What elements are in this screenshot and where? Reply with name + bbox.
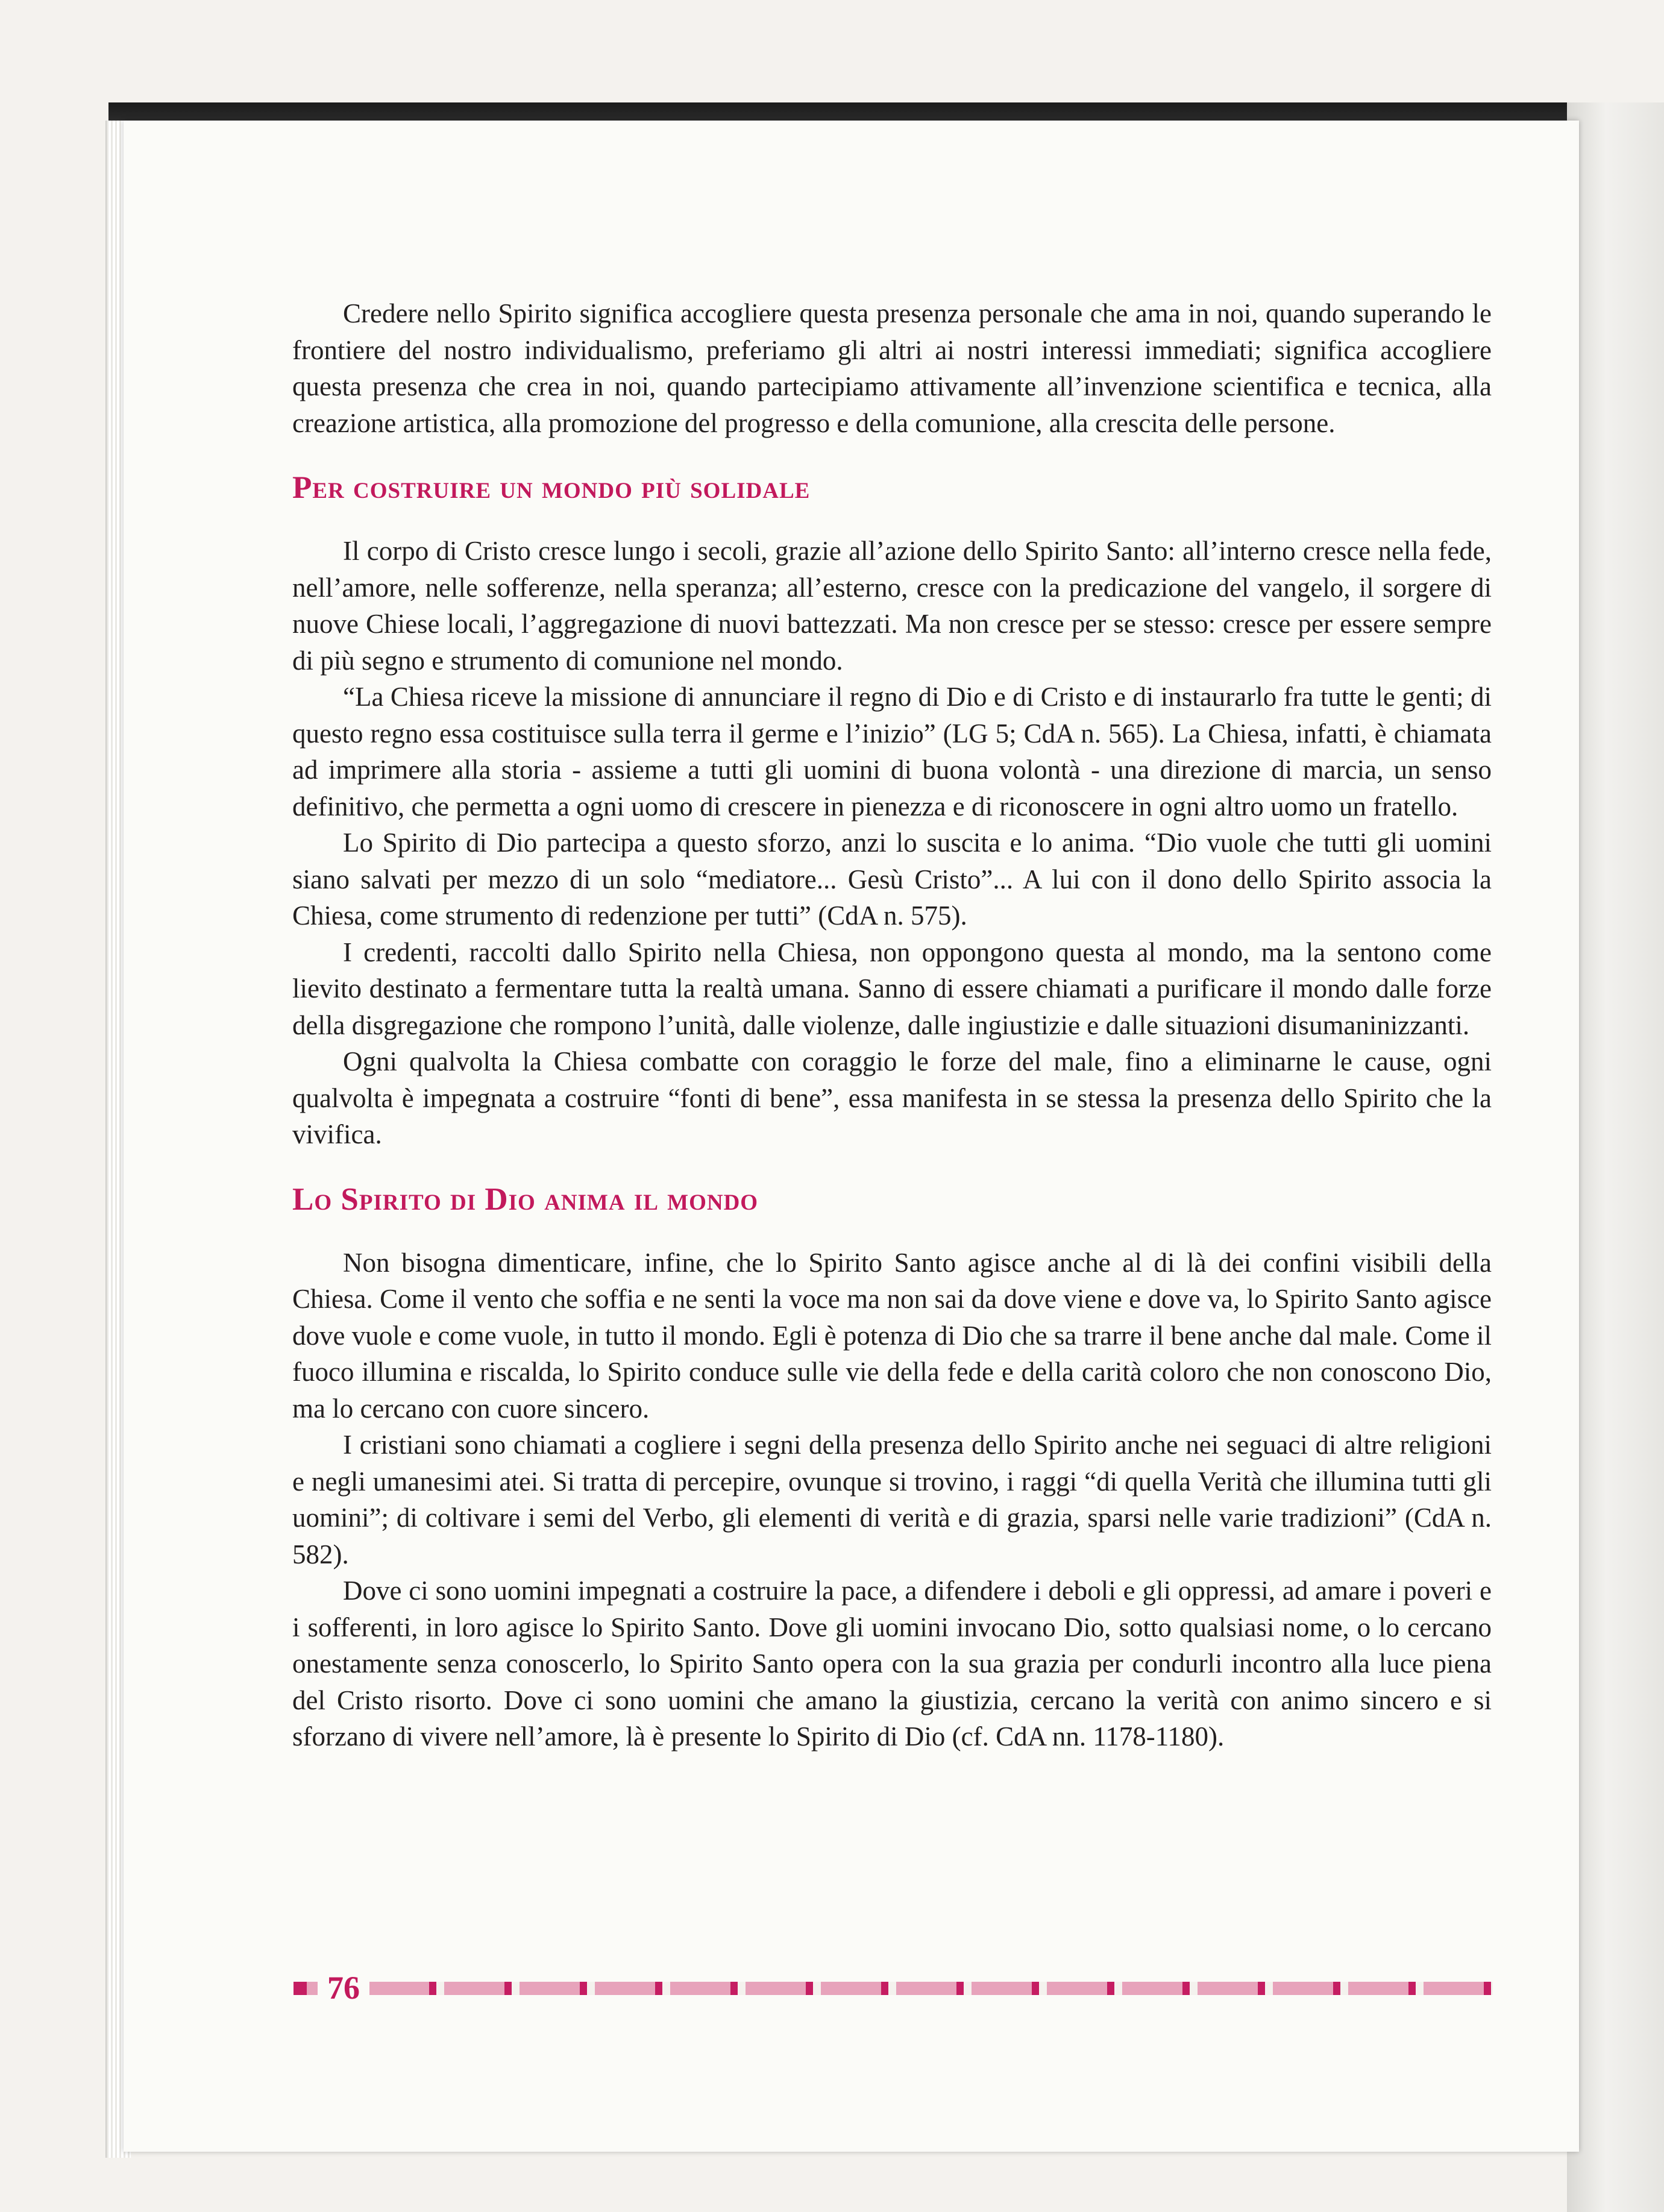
paragraph: Dove ci sono uomini impegnati a costruire la pace, a difendere i deboli e gli oppressi, ad amare i poveri e i sofferenti, in loro agisce lo Spirito Santo. Dove gli uomini invocano Dio, sotto qualsiasi nome, o lo cercano onestamente senza conoscerlo, lo Spirito Santo opera con la sua grazia per condurli incontro alla luce piena del Cristo risorto. Dove ci sono uomini che amano la giustizia, cercano la verità con animo sincero e si sforzano di vivere nell’amore, là è presente lo Spirito di Dio (cf. CdA nn. 1178-1180). <box>292 1576 1492 1752</box>
paragraph: I credenti, raccolti dallo Spirito nella Chiesa, non oppongono questa al mondo, ma la sentono come lievito destinato a fermentare tutta la realtà umana. Sanno di essere chiamati a purificare il mondo dalle forze della disgregazione che rompono l’unità, dalle violenze, dalle ingiustizie e dalle situazioni disumaninizzanti. <box>292 937 1492 1040</box>
footer-decorative-bar <box>294 1982 1493 1995</box>
page-footer <box>294 1971 1493 2007</box>
paragraph: Il corpo di Cristo cresce lungo i secoli, grazie all’azione dello Spirito Santo: all’interno cresce nella fede, nell’amore, nelle sofferenze, nella speranza; all’esterno, cresce con la predicazione del vangelo, il sorgere di nuove Chiese locali, l’aggregazione di nuovi battezzati. Ma non cresce per se stesso: cresce per essere sempre di più segno e strumento di comunione nel mondo. <box>292 536 1492 676</box>
paragraph: Ogni qualvolta la Chiesa combatte con coraggio le forze del male, fino a eliminarne le cause, ogni qualvolta è impegnata a costruire “fonti di bene”, essa manifesta in se stessa la presenza dello Spirito che la vivifica. <box>292 1046 1492 1149</box>
section-solidale <box>292 467 1492 1153</box>
section-spirito-anima <box>292 1178 1492 1755</box>
paragraph: I cristiani sono chiamati a cogliere i segni della presenza dello Spirito anche nei seguaci di altre religioni e negli umanesimi atei. Si tratta di percepire, ovunque si trovino, i raggi “di quella Verità che illumina tutti gli uomini”; di coltivare i semi del Verbo, gli elementi di verità e di grazia, sparsi nelle varie tradizioni” (CdA n. 582). <box>292 1430 1492 1569</box>
paragraph: Credere nello Spirito significa accogliere questa presenza personale che ama in noi, quando superando le frontiere del nostro individualismo, preferiamo gli altri ai nostri interessi immediati; significa accogliere questa presenza che crea in noi, quando partecipiamo attivamente all’invenzione scientifica e tecnica, alla creazione artistica, alla promozione del progresso e della comunione, alla crescita delle persone. <box>292 298 1492 438</box>
paragraph: Non bisogna dimenticare, infine, che lo Spirito Santo agisce anche al di là dei confini visibili della Chiesa. Come il vento che soffia e ne senti la voce ma non sai da dove viene e dove va, lo Spirito Santo agisce dove vuole e come vuole, in tutto il mondo. Egli è potenza di Dio che sa trarre il bene anche dal male. Come il fuoco illumina e riscalda, lo Spirito conduce sulle vie della fede e della carità coloro che non conoscono Dio, ma lo cercano con cuore sincero. <box>292 1247 1492 1424</box>
page-number: 76 <box>318 1968 369 2007</box>
paragraph: “La Chiesa riceve la missione di annunciare il regno di Dio e di Cristo e di instaurarlo fra tutte le genti; di questo regno essa costituisce sulla terra il germe e l’inizio” (LG 5; CdA n. 565). La Chiesa, infatti, è chiamata ad imprimere alla storia - assieme a tutti gli uomini di buona volontà - una direzione di marcia, un senso definitivo, che permetta a ogni uomo di crescere in pienezza e di riconoscere in ogni altro uomo un fratello. <box>292 682 1492 822</box>
section-heading: Per costruire un mondo più solidale <box>292 470 811 505</box>
footer-square-mark <box>294 1982 307 1995</box>
paragraph: Lo Spirito di Dio partecipa a questo sforzo, anzi lo suscita e lo anima. “Dio vuole che tutti gli uomini siano salvati per mezzo di un solo “mediatore... Gesù Cristo”... A lui con il dono dello Spirito associa la Chiesa, come strumento di redenzione per tutti” (CdA n. 575). <box>292 828 1492 931</box>
next-page-edge <box>1567 102 1664 2212</box>
intro-section <box>292 295 1492 441</box>
section-heading: Lo Spirito di Dio anima il mondo <box>292 1181 759 1217</box>
page-content <box>292 295 1492 1755</box>
